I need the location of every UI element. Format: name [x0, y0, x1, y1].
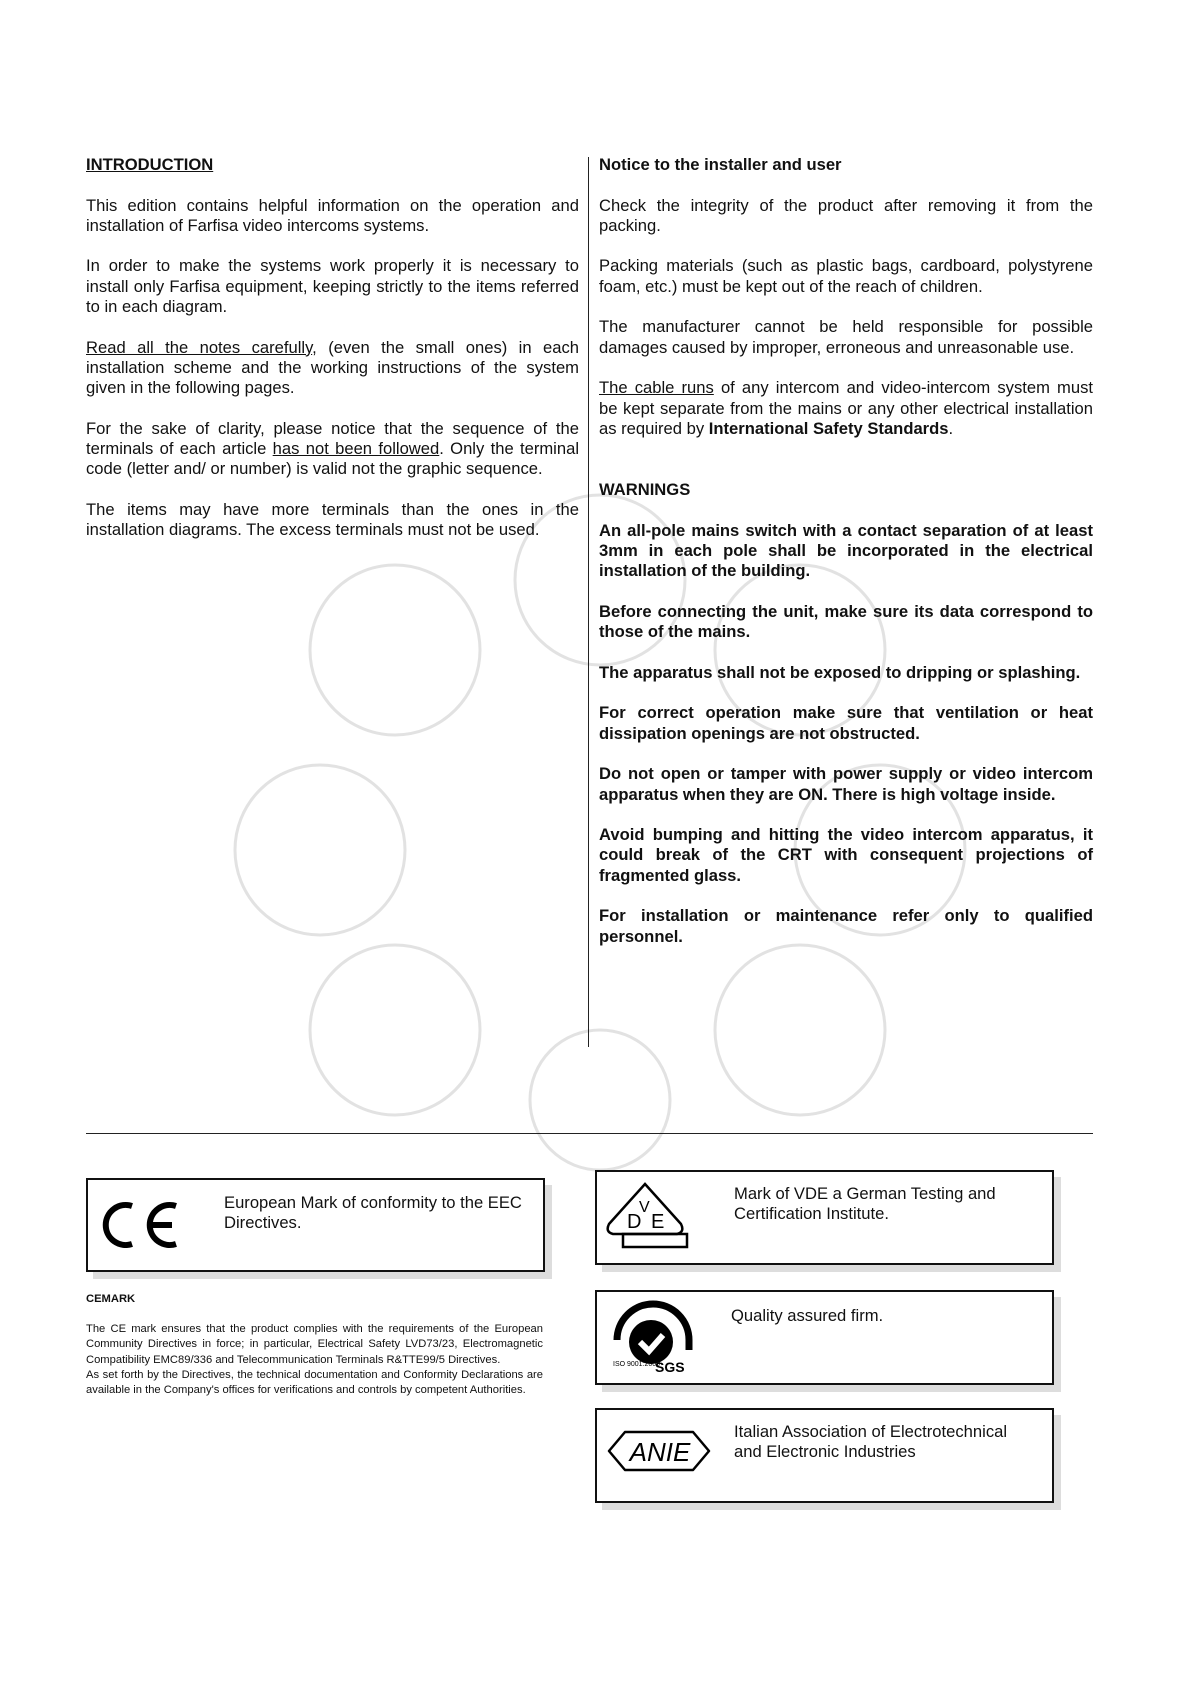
warning-item: The apparatus shall not be exposed to dripping or splashing.	[599, 662, 1081, 682]
underlined-text: Read all the notes carefully	[86, 337, 313, 357]
warning-item: For correct operation make sure that ventilation or heat dissipation openings are not obstructed.	[599, 703, 1093, 743]
intro-paragraph	[86, 338, 579, 399]
anie-logo-icon	[607, 1428, 713, 1474]
notice-title: Notice to the installer and user	[599, 155, 842, 174]
intro-paragraph: The items may have more terminals than the ones in the installation diagrams. The excess terminals must not be used.	[86, 500, 579, 540]
warning-item: An all-pole mains switch with a contact separation of at least 3mm in each pole shall be incorporated in the electrical installation of the building.	[599, 520, 1093, 581]
ce-note-paragraph: As set forth by the Directives, the technical documentation and Conformity Declarations are available in the Company's offices for verifications and controls by competent Authorities.	[86, 1368, 543, 1397]
anie-mark-box	[595, 1408, 1054, 1503]
svg-text:E: E	[651, 1211, 665, 1233]
vde-mark-description: Mark of VDE a German Testing and Certification Institute.	[734, 1184, 996, 1224]
svg-text:ISO 9001:2000: ISO 9001:2000	[613, 1361, 661, 1368]
warning-item: Before connecting the unit, make sure its data correspond to those of the mains.	[599, 601, 1093, 642]
ce-logo-icon	[100, 1200, 182, 1250]
notice-paragraph: Check the integrity of the product after removing it from the packing.	[599, 195, 1093, 235]
underlined-text: The cable runs	[599, 378, 714, 398]
intro-paragraph: In order to make the systems work properly it is necessary to install only Farfisa equipment, keeping strictly to the items referred to in each diagram.	[86, 256, 579, 317]
svg-text:D: D	[627, 1211, 642, 1233]
svg-text:ANIE: ANIE	[629, 1437, 691, 1467]
text: , (even the small ones) in each installation scheme and the working instructions of the system given in the following pages.	[86, 337, 579, 398]
text: .	[948, 418, 954, 438]
warning-item: For installation or maintenance refer only to qualified personnel.	[599, 906, 1093, 946]
notice-paragraph	[599, 378, 1093, 439]
warning-item: Avoid bumping and hitting the video intercom apparatus, it could break of the CRT with consequent projections of fragmented glass.	[599, 825, 1093, 885]
text: For the sake of clarity, please notice that the sequence of the terminals of each article	[86, 418, 579, 459]
bold-text: International Safety Standards	[708, 418, 949, 438]
iso-certification-logo-icon	[611, 1300, 699, 1376]
vde-mark-box	[595, 1170, 1054, 1265]
svg-text:SGS: SGS	[655, 1359, 685, 1375]
introduction-title: INTRODUCTION	[86, 155, 214, 174]
warning-item: Do not open or tamper with power supply or video intercom apparatus when they are ON. There is high voltage inside.	[599, 764, 1093, 804]
intro-paragraph	[86, 419, 579, 480]
svg-text:V: V	[639, 1199, 650, 1216]
ce-mark-note	[86, 1292, 543, 1398]
underlined-text: has not been followed	[272, 439, 440, 459]
ce-note-paragraph: The CE mark ensures that the product complies with the requirements of the European Community Directives in force; in particular, Electrical Safety LVD73/23, Electromagnetic Compatibility EMC89/336 and Telecommunication Terminals R&TTE99/5 Directives.	[86, 1323, 543, 1366]
iso-mark-box	[595, 1290, 1054, 1385]
horizontal-rule	[86, 1133, 1093, 1134]
ce-mark-box	[86, 1178, 545, 1272]
ce-note-title: CEMARK	[86, 1293, 136, 1305]
ce-mark-description: European Mark of conformity to the EEC Directives.	[224, 1193, 522, 1233]
iso-mark-description: Quality assured firm.	[731, 1306, 884, 1325]
text: . Only the terminal code (letter and/ or number) is valid not the graphic sequence.	[86, 439, 580, 479]
intro-paragraph: This edition contains helpful information on the operation and installation of Farfisa video intercoms systems.	[86, 195, 579, 235]
notice-paragraph: The manufacturer cannot be held responsible for possible damages caused by improper, erroneous and unreasonable use.	[599, 317, 1093, 357]
text: of any intercom and video-intercom system must be kept separate from the mains or any other electrical installation as required by	[599, 378, 1093, 438]
column-divider	[588, 157, 589, 1047]
notice-paragraph: Packing materials (such as plastic bags, cardboard, polystyrene foam, etc.) must be kept out of the reach of children.	[599, 256, 1093, 296]
anie-mark-description: Italian Association of Electrotechnical and Electronic Industries	[734, 1422, 1008, 1462]
warnings-title: WARNINGS	[599, 480, 691, 500]
notice-section	[599, 155, 1093, 967]
introduction-section	[86, 155, 579, 561]
vde-logo-icon	[605, 1178, 691, 1250]
